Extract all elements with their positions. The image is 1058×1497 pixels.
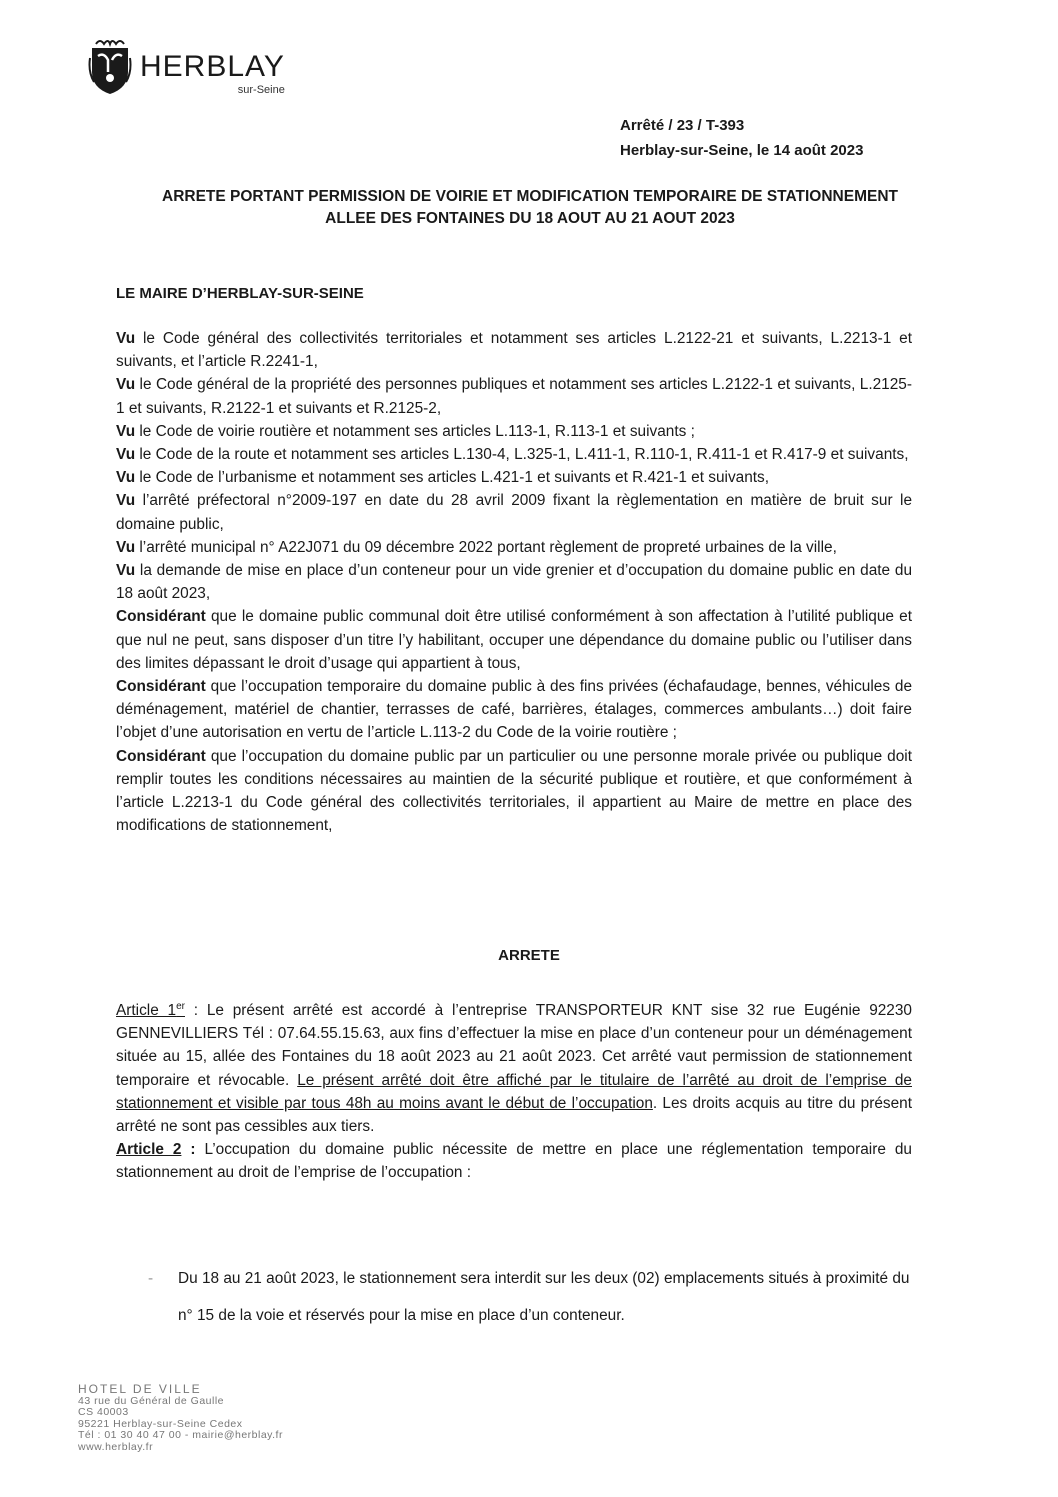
place-date: Herblay-sur-Seine, le 14 août 2023 bbox=[620, 142, 864, 159]
considerant-item: Considérant que le domaine public communal doit être utilisé conformément à son affectation à l’utilité publique et que nul ne peut, sans disposer d’un titre l’y habilitant, occuper une dépendance du domaine public ou l’utiliser dans des limites dépassant le droit d’usage qui appartient à tous, bbox=[116, 608, 912, 672]
visas-list bbox=[116, 327, 912, 837]
article-1: Article 1er : Le présent arrêté est accordé à l’entreprise TRANSPORTEUR KNT sise 32 rue Eugénie 92230 GENNEVILLIERS Tél : 07.64.55.15.63, aux fins d’effectuer la mise en place d’un conteneur pour un déménagement située au 15, allée des Fontaines du 18 août 2023 au 21 août 2023. Cet arrêté vaut permission de stationnement temporaire et révocable. Le présent arrêté doit être affiché par le titulaire de l’arrêté au droit de l’emprise de stationnement et visible par tous 48h au moins avant le début de l’occupation. Les droits acquis au titre du présent arrêté ne sont pas cessibles aux tiers. bbox=[116, 1000, 913, 1136]
footer-line: 95221 Herblay-sur-Seine Cedex bbox=[78, 1417, 243, 1430]
visa-item: Vu l’arrêté préfectoral n°2009-197 en date du 28 avril 2009 fixant la règlementation en matière de bruit sur le domaine public, bbox=[116, 492, 912, 533]
visa-item: Vu le Code de voirie routière et notamment ses articles L.113-1, R.113-1 et suivants ; bbox=[116, 422, 695, 440]
bullet-marker: - bbox=[148, 1270, 154, 1287]
article-2: Article 2 : L’occupation du domaine public nécessite de mettre en place une réglementation temporaire du stationnement au droit de l’emprise de l’occupation : bbox=[116, 1141, 912, 1182]
visa-item: Vu le Code général des collectivités territoriales et notamment ses articles L.2122-21 et suivants, L.2213-1 et suivants, et l’article R.2241-1, bbox=[116, 330, 912, 371]
visa-item: Vu le Code de la route et notamment ses articles L.130-4, L.325-1, L.411-1, R.110-1, R.411-1 et R.417-9 et suivants, bbox=[116, 446, 909, 464]
footer-line: 43 rue du Général de Gaulle bbox=[78, 1394, 225, 1407]
arrete-heading: ARRETE bbox=[498, 947, 560, 964]
footer-line: www.herblay.fr bbox=[78, 1440, 154, 1453]
city-emblem-icon bbox=[88, 38, 132, 96]
footer-line: Tél : 01 30 40 47 00 - mairie@herblay.fr bbox=[78, 1429, 283, 1441]
herblay-logo bbox=[88, 38, 285, 96]
title-line-2: ALLEE DES FONTAINES DU 18 AOUT AU 21 AOUT 2023 bbox=[325, 210, 735, 227]
title-line-1: ARRETE PORTANT PERMISSION DE VOIRIE ET MODIFICATION TEMPORAIRE DE STATIONNEMENT bbox=[162, 188, 898, 205]
maire-heading: LE MAIRE D’HERBLAY-SUR-SEINE bbox=[116, 285, 364, 302]
visa-item: Vu la demande de mise en place d’un conteneur pour un vide grenier et d’occupation du domaine public en date du 18 août 2023, bbox=[116, 562, 912, 603]
town-hall-footer bbox=[78, 1384, 283, 1453]
footer-line: HOTEL DE VILLE bbox=[78, 1382, 202, 1396]
document-title bbox=[110, 186, 950, 230]
reference-block bbox=[620, 113, 863, 163]
display-notice: Le présent arrêté doit être affiché par le titulaire de l’arrêté au droit de l’emprise de stationnement et visible par tous 48h au moins avant le début de l’occupation bbox=[116, 1071, 912, 1112]
arrete-reference: Arrêté / 23 / T-393 bbox=[620, 117, 745, 134]
visa-item: Vu l’arrêté municipal n° A22J071 du 09 décembre 2022 portant règlement de propreté urbaines de la ville, bbox=[116, 538, 837, 556]
considerant-item: Considérant que l’occupation temporaire du domaine public à des fins privées (échafaudage, bennes, véhicules de déménagement, matériel de chantier, terrasses de café, barrières, étalages, commerces ambulants…) doit faire l’objet d’une autorisation en vertu de l’article L.113-2 du Code de la voirie routière ; bbox=[116, 678, 912, 742]
logo-name: HERBLAY bbox=[140, 50, 285, 83]
visa-item: Vu le Code de l’urbanisme et notamment ses articles L.421-1 et suivants et R.421-1 et suivants, bbox=[116, 469, 770, 487]
article-1-label: Article 1er bbox=[116, 1000, 185, 1019]
considerant-item: Considérant que l’occupation du domaine public par un particulier ou une personne morale privée ou publique doit remplir toutes les conditions nécessaires au maintien de la sécurité publique et routière, et que conformément à l’article L.2213-1 du Code général des collectivités territoriales, il appartient au Maire de mettre en place des modifications de stationnement, bbox=[116, 747, 912, 835]
bullet-text: Du 18 au 21 août 2023, le stationnement sera interdit sur les deux (02) emplacements situés à proximité du n° 15 de la voie et réservés pour la mise en place d’un conteneur. bbox=[178, 1270, 910, 1324]
articles bbox=[116, 999, 912, 1185]
footer-line: CS 40003 bbox=[78, 1406, 129, 1418]
parking-restriction-item bbox=[148, 1260, 918, 1334]
visa-item: Vu le Code général de la propriété des personnes publiques et notamment ses articles L.2122-1 et suivants, L.2125-1 et suivants, R.2122-1 et suivants et R.2125-2, bbox=[116, 376, 912, 417]
logo-subtitle: sur-Seine bbox=[237, 84, 285, 96]
article-2-label: Article 2 bbox=[116, 1141, 182, 1159]
